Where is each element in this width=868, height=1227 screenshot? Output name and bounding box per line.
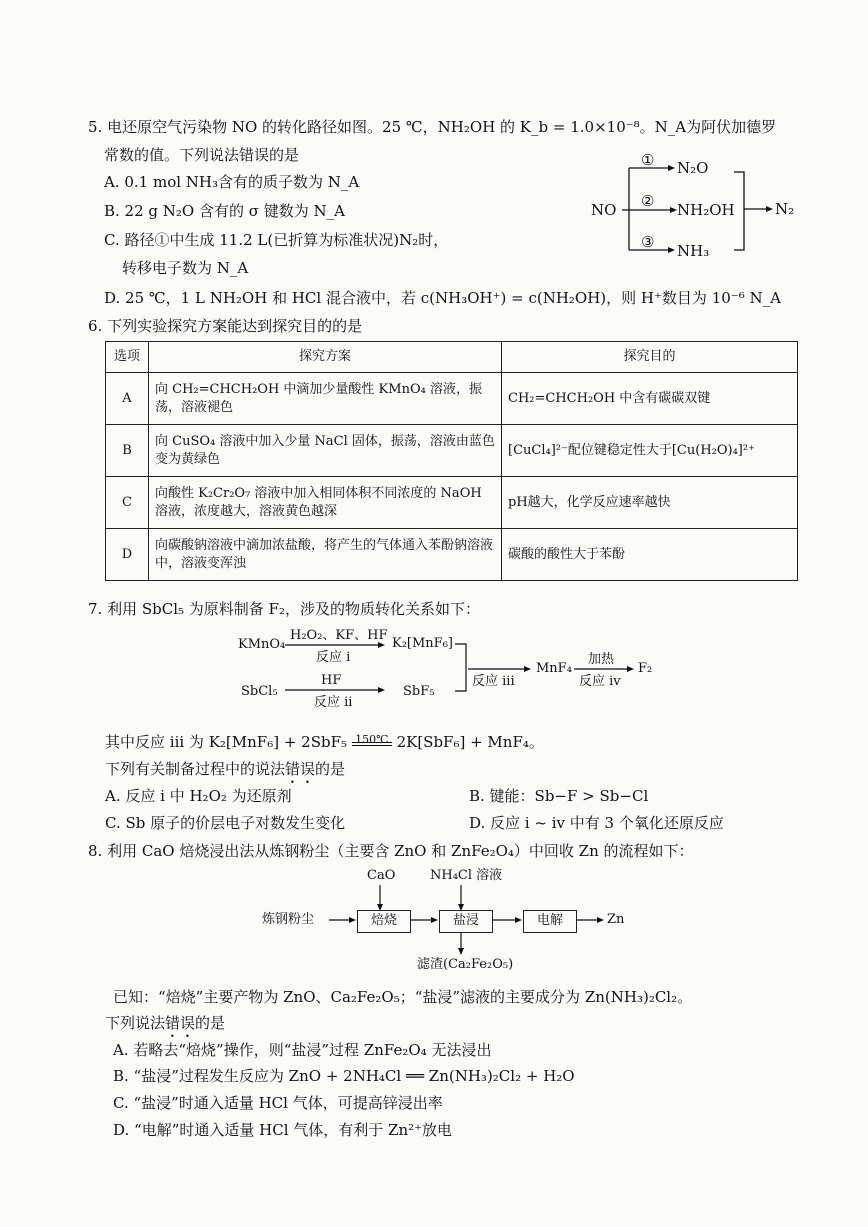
header-plan: 探究方案 [149,342,502,373]
q5-option-d: D. 25 ℃，1 L NH₂OH 和 HCl 混合液中，若 c(NH₃OH⁺) = c(NH₂OH)，则 H⁺数目为 10⁻⁶ N_A [104,289,781,307]
q6-stem: 6. 下列实验探究方案能达到探究目的的是 [88,317,363,335]
q5-start-no: NO [591,201,617,219]
q8-option-b: B. “盐浸”过程发生反应为 ZnO + 2NH₄Cl ══ Zn(NH₃)₂Cl₂ + H₂O [113,1067,575,1085]
q7-stem: 7. 利用 SbCl₅ 为原料制备 F₂，涉及的物质转化关系如下： [88,600,480,618]
row-goal: pH越大，化学反应速率越快 [502,477,798,529]
q7-reagents-ii: HF [321,673,342,688]
q8-step-leach: 盐浸 [439,910,493,933]
q8-stem: 8. 利用 CaO 焙烧浸出法从炼钢粉尘（主要含 ZnO 和 ZnFe₂O₄）中回收 Zn 的流程如下： [88,842,694,860]
q8-question-suffix: 的是 [195,1014,226,1032]
q5-stem-line1: 5. 电还原空气污染物 NO 的转化路径如图。25 ℃，NH₂OH 的 K_b = 1.0×10⁻⁸。N_A为阿伏加德罗 [88,118,777,136]
q5-product-n2o: N₂O [677,159,709,177]
q7-heat: 加热 [588,652,615,667]
q7-k2mnf6: K₂[MnF₆] [392,636,453,651]
q5-end-n2: N₂ [775,200,795,218]
q8-option-d: D. “电解”时通入适量 HCl 气体，有利于 Zn²⁺放电 [113,1121,453,1139]
q5-path-2-marker: ② [641,192,655,210]
header-option: 选项 [106,342,149,373]
q5-option-b: B. 22 g N₂O 含有的 σ 键数为 N_A [104,202,345,220]
q7-kmno4: KMnO₄ [238,637,286,652]
row-plan: 向酸性 K₂Cr₂O₇ 溶液中加入相同体积不同浓度的 NaOH 溶液，浓度越大，溶液黄色越深 [149,477,502,529]
q5-product-nh3: NH₃ [677,242,710,260]
q7-option-c: C. Sb 原子的价层电子对数发生变化 [105,814,346,832]
q7-option-b: B. 键能：Sb−F > Sb−Cl [469,787,649,805]
q7-reaction-right: 2K[SbF₆] + MnF₄。 [396,733,544,751]
q8-option-a: A. 若略去“焙烧”操作，则“盐浸”过程 ZnFe₂O₄ 无法浸出 [113,1041,492,1059]
q7-reaction-left: 其中反应 iii 为 K₂[MnF₆] + 2SbF₅ [105,733,348,751]
q7-label-iv: 反应 iv [579,674,621,689]
q7-question-suffix: 的是 [315,760,346,778]
q8-nh4cl: NH₄Cl 溶液 [430,868,503,883]
row-key: C [106,477,149,529]
q8-known: 已知：“焙烧”主要产物为 ZnO、Ca₂Fe₂O₅；“盐浸”滤液的主要成分为 Zn(NH₃)₂Cl₂。 [113,988,693,1006]
row-plan: 向 CH₂=CHCH₂OH 中滴加少量酸性 KMnO₄ 溶液，振荡，溶液褪色 [149,373,502,425]
row-goal: CH₂=CHCH₂OH 中含有碳碳双键 [502,373,798,425]
q5-option-c-line1: C. 路径①中生成 11.2 L(已折算为标准状况)N₂时， [104,231,449,249]
q7-option-a: A. 反应 i 中 H₂O₂ 为还原剂 [105,787,292,805]
row-key: B [106,425,149,477]
row-plan: 向碳酸钠溶液中滴加浓盐酸，将产生的气体通入苯酚钠溶液中，溶液变浑浊 [149,529,502,581]
q7-reaction-condition: 150℃ [355,733,389,746]
q8-step-electrolysis: 电解 [523,910,577,933]
row-goal: 碳酸的酸性大于苯酚 [502,529,798,581]
q7-reagents-i: H₂O₂、KF、HF [290,628,388,643]
q7-label-iii: 反应 iii [472,674,515,689]
q5-path-3-marker: ③ [641,233,655,251]
q7-f2: F₂ [638,661,653,676]
q8-emphasis-word: 错误 [165,1014,196,1032]
row-key: D [106,529,149,581]
row-plan: 向 CuSO₄ 溶液中加入少量 NaCl 固体，振荡，溶液由蓝色变为黄绿色 [149,425,502,477]
q8-step-roast: 焙烧 [357,910,411,933]
q7-option-d: D. 反应 i ~ iv 中有 3 个氧化还原反应 [469,814,724,832]
q7-label-i: 反应 i [316,650,351,665]
q8-residue: 滤渣(Ca₂Fe₂O₅) [417,957,514,972]
q7-mnf4: MnF₄ [536,661,572,676]
q7-sbf5: SbF₅ [403,684,435,699]
q7-label-ii: 反应 ii [314,695,353,710]
header-goal: 探究目的 [502,342,798,373]
q5-option-c-line2: 转移电子数为 N_A [122,259,249,277]
q5-product-nh2oh: NH₂OH [677,201,735,219]
q8-question [105,1013,225,1041]
q7-question-prefix: 下列有关制备过程中的说法 [105,760,286,778]
row-goal: [CuCl₄]²⁻配位键稳定性大于[Cu(H₂O)₄]²⁺ [502,425,798,477]
q8-output-zn: Zn [607,912,625,927]
q5-option-a: A. 0.1 mol NH₃含有的质子数为 N_A [104,173,360,191]
q8-input-dust: 炼钢粉尘 [262,912,315,927]
q7-sbcl5: SbCl₅ [241,684,278,699]
q5-path-1-marker: ① [641,151,655,169]
q5-stem-line2: 常数的值。下列说法错误的是 [104,146,300,164]
q8-question-prefix: 下列说法 [105,1014,166,1032]
q8-option-c: C. “盐浸”时通入适量 HCl 气体，可提高锌浸出率 [113,1094,443,1112]
q7-emphasis-word: 错误 [285,760,316,778]
q8-cao: CaO [367,868,396,883]
row-key: A [106,373,149,425]
